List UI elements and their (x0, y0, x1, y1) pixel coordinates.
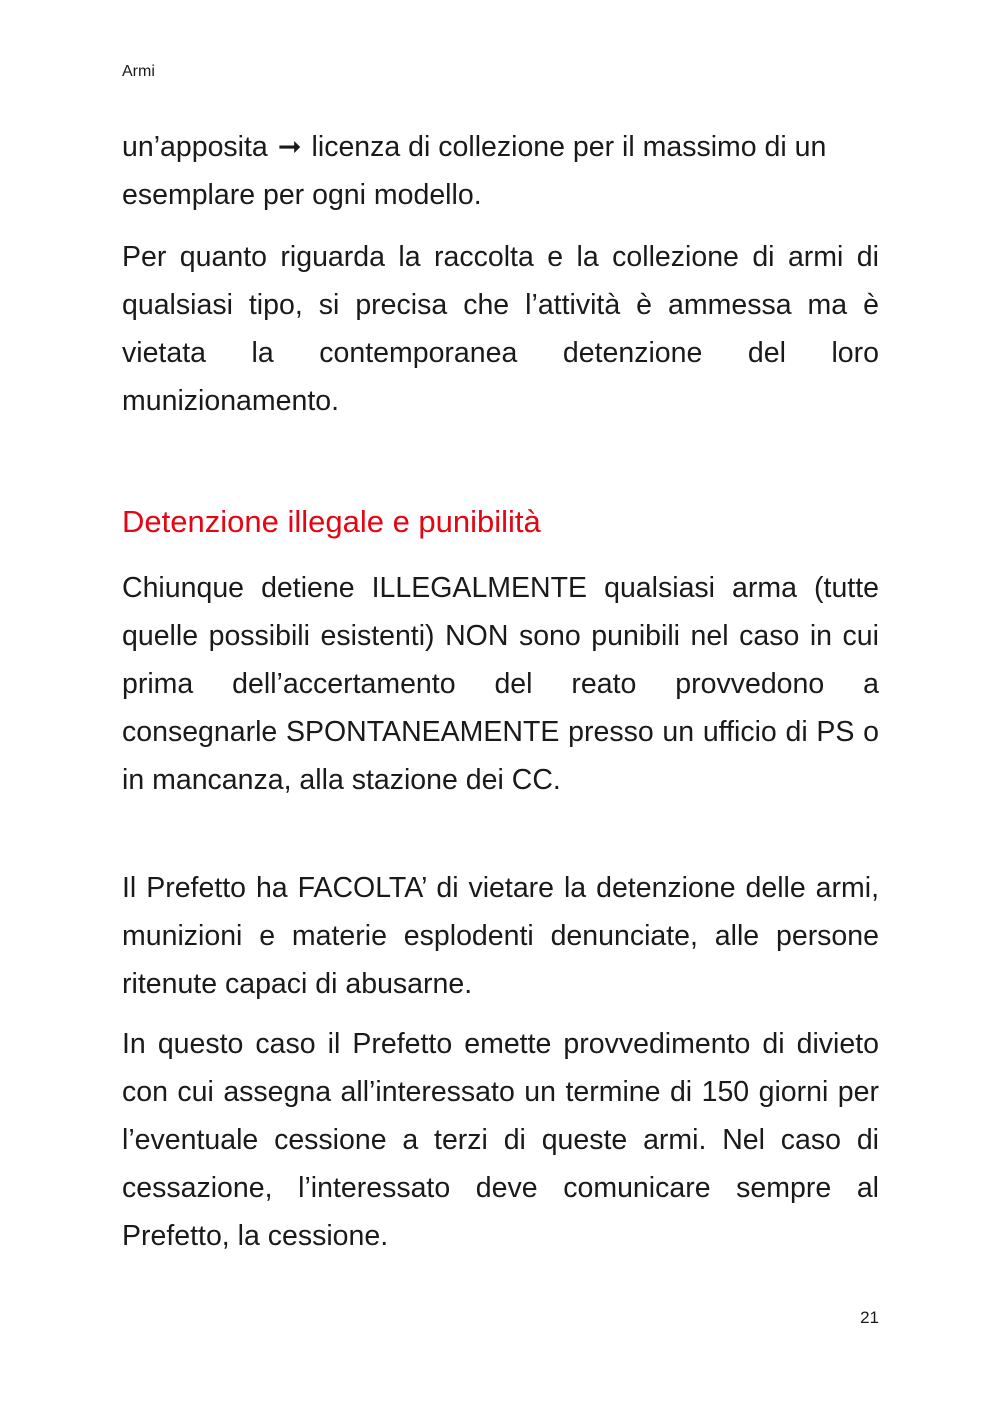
paragraph-illegal-possession: Chiunque detiene ILLEGALMENTE qualsiasi arma (tutte quelle possibili esistenti) NON sono punibili nel caso in cui prima dell’accertamento del reato provvedono a consegnarle SPONTANEAMENTE presso un ufficio di PS o in mancanza, alla stazione dei CC. (122, 572, 879, 796)
paragraph-text: licenza di collezione per il massimo di un esemplare per ogni modello. (122, 131, 827, 211)
section-heading: Detenzione illegale e punibilità (122, 504, 541, 539)
page-number: 21 (860, 1308, 879, 1327)
right-arrow-icon: ➞ (277, 131, 302, 163)
paragraph-collection-license (122, 123, 879, 219)
paragraph-prefect-prohibition: In questo caso il Prefetto emette provvedimento di divieto con cui assegna all’interessato un termine di 150 giorni per l’eventuale cessione a terzi di queste armi. Nel caso di cessazione, l’interessato deve comunicare sempre al Prefetto, la cessione. (122, 1028, 879, 1252)
paragraph-collection-activity: Per quanto riguarda la raccolta e la collezione di armi di qualsiasi tipo, si precisa che l’attività è ammessa ma è vietata la contemporanea detenzione del loro munizionamento. (122, 241, 879, 417)
paragraph-prefect-faculty: Il Prefetto ha FACOLTA’ di vietare la detenzione delle armi, munizioni e materie esplodenti denunciate, alle persone ritenute capaci di abusarne. (122, 872, 879, 1000)
paragraph-text: un’apposita (122, 131, 268, 163)
running-header: Armi (122, 63, 155, 80)
